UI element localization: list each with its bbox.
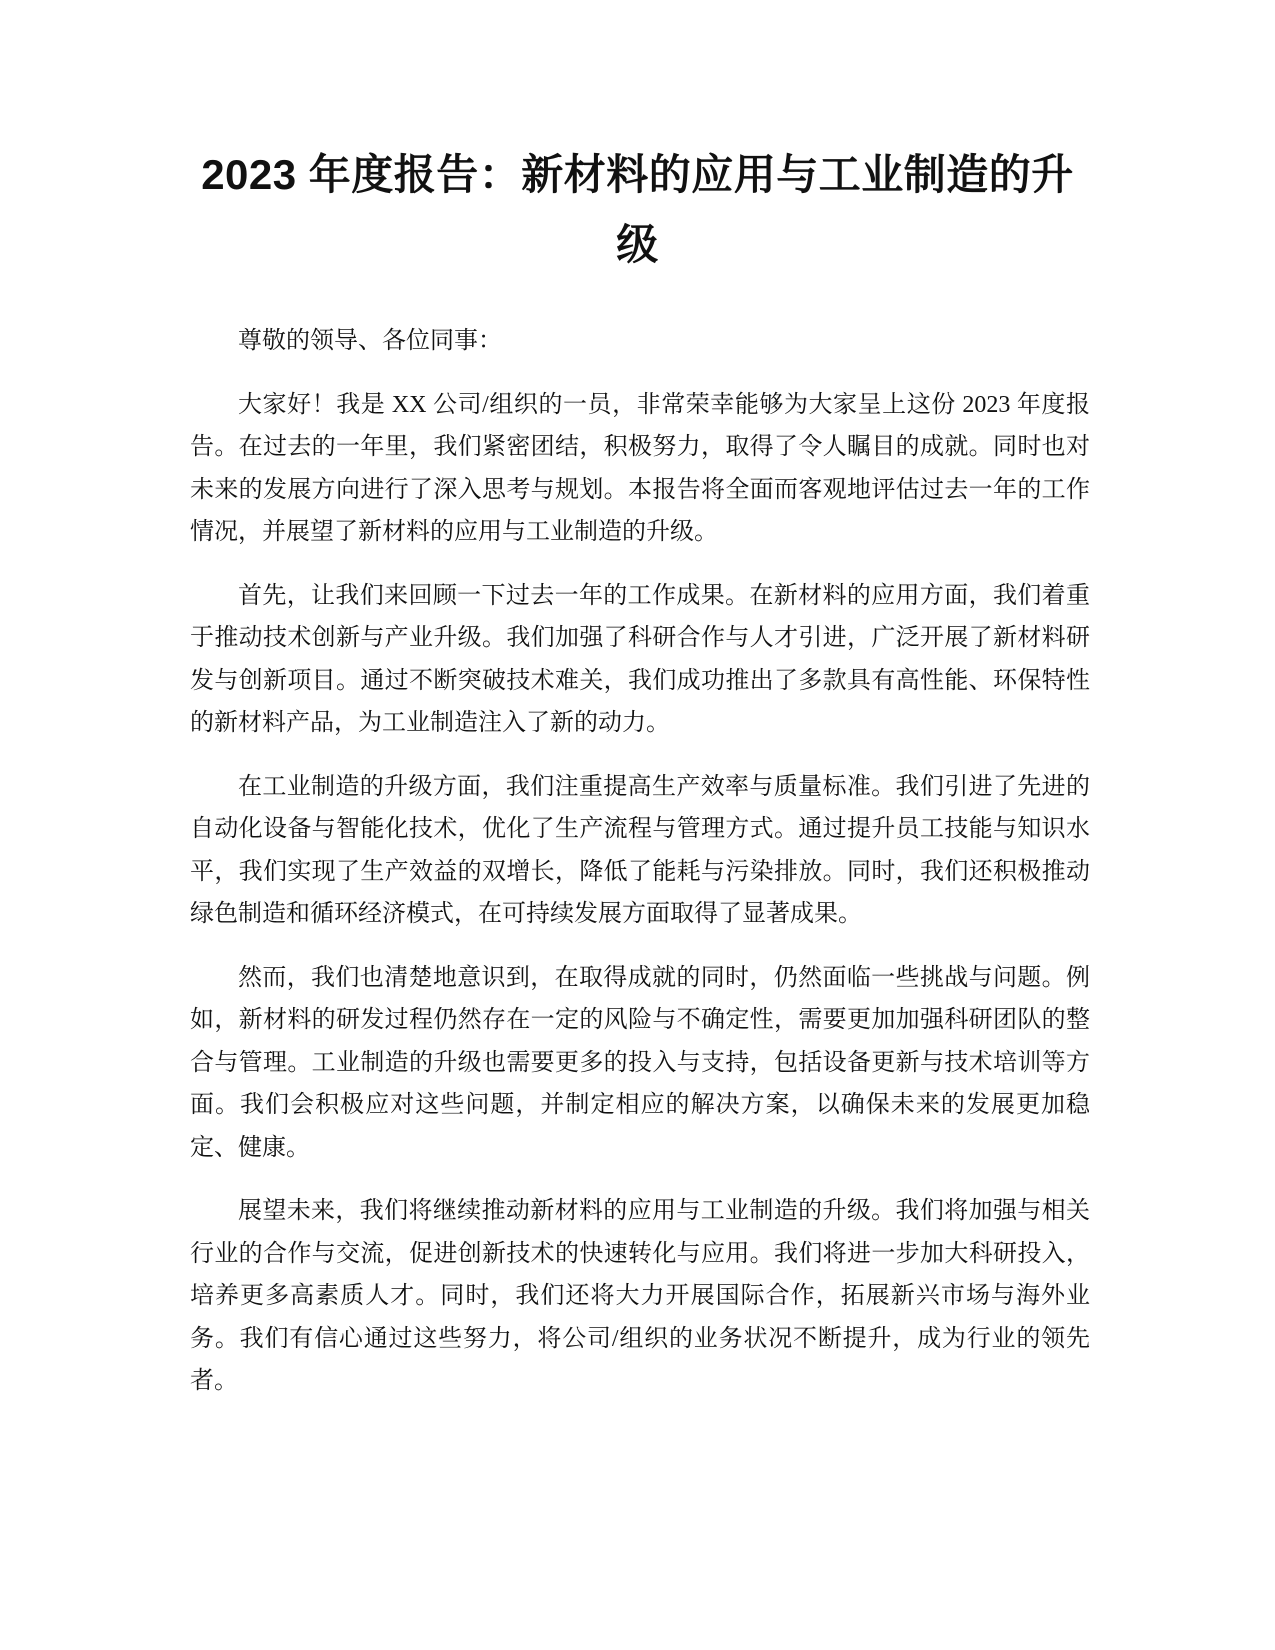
paragraph-achievements-materials: 首先，让我们来回顾一下过去一年的工作成果。在新材料的应用方面，我们着重于推动技术创新与产业升级。我们加强了科研合作与人才引进，广泛开展了新材料研发与创新项目。通过不断突破技术难关，我们成功推出了多款具有高性能、环保特性的新材料产品，为工业制造注入了新的动力。 [190, 582, 1090, 736]
paragraph-challenges: 然而，我们也清楚地意识到，在取得成就的同时，仍然面临一些挑战与问题。例如，新材料的研发过程仍然存在一定的风险与不确定性，需要更加加强科研团队的整合与管理。工业制造的升级也需要更多的投入与支持，包括设备更新与技术培训等方面。我们会积极应对这些问题，并制定相应的解决方案，以确保未来的发展更加稳定、健康。 [190, 964, 1090, 1161]
salutation: 尊敬的领导、各位同事： [238, 328, 502, 354]
paragraph-outlook: 展望未来，我们将继续推动新材料的应用与工业制造的升级。我们将加强与相关行业的合作与交流，促进创新技术的快速转化与应用。我们将进一步加大科研投入，培养更多高素质人才。同时，我们还将大力开展国际合作，拓展新兴市场与海外业务。我们有信心通过这些努力，将公司/组织的业务状况不断提升，成为行业的领先者。 [190, 1198, 1090, 1394]
document-title: 2023 年度报告：新材料的应用与工业制造的升级 [201, 151, 1074, 268]
paragraph-intro: 大家好！我是 XX 公司/组织的一员，非常荣幸能够为大家呈上这份 2023 年度报告。在过去的一年里，我们紧密团结，积极努力，取得了令人瞩目的成就。同时也对未来的发展方向进行了深入思考与规划。本报告将全面而客观地评估过去一年的工作情况，并展望了新材料的应用与工业制造的升级。 [190, 391, 1090, 545]
document-body [190, 320, 1090, 1424]
paragraph-achievements-manufacturing: 在工业制造的升级方面，我们注重提高生产效率与质量标准。我们引进了先进的自动化设备与智能化技术，优化了生产流程与管理方式。通过提升员工技能与知识水平，我们实现了生产效益的双增长，降低了能耗与污染排放。同时，我们还积极推动绿色制造和循环经济模式，在可持续发展方面取得了显著成果。 [190, 773, 1090, 927]
